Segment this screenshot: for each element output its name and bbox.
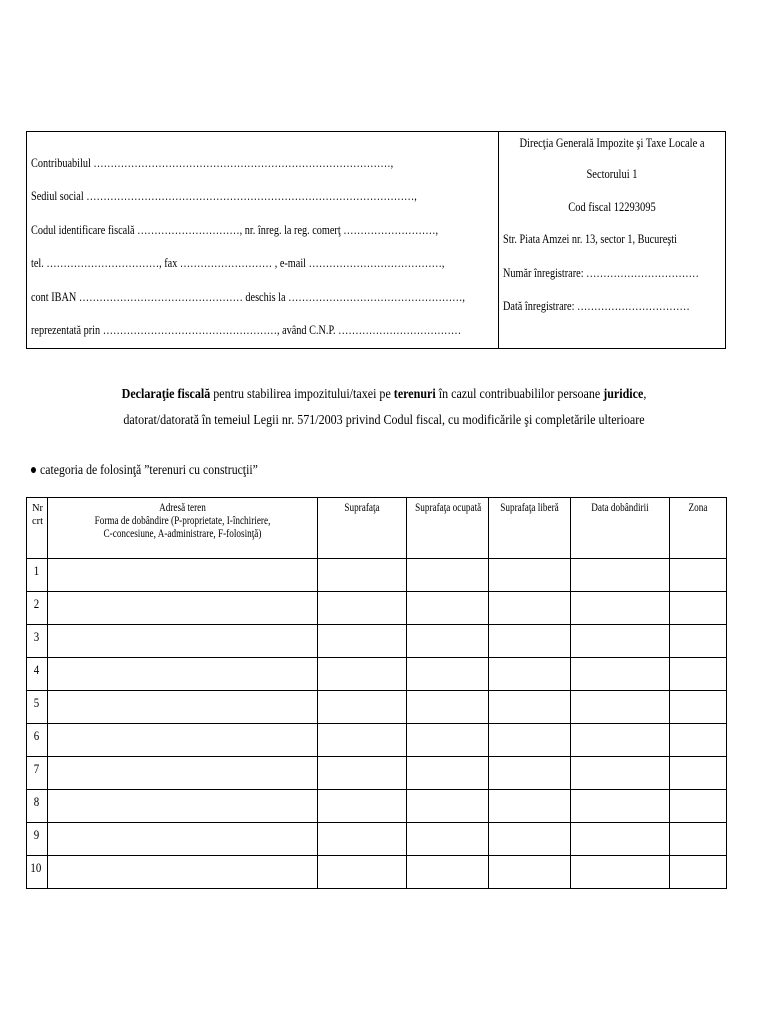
free-area-cell[interactable] [489, 625, 571, 658]
representative-field[interactable]: reprezentată prin ……………………………………………, având C.N.P. ……………………………… [31, 323, 462, 337]
area-cell[interactable] [318, 856, 407, 889]
free-area-cell[interactable] [489, 724, 571, 757]
table-row [27, 724, 727, 757]
land-category-label: ● categoria de folosinţă ”terenuri cu construcţii” [30, 463, 258, 478]
taxpayer-name-field[interactable]: Contribuabilul ……………………………………………………………………………, [31, 156, 394, 170]
area-cell[interactable] [318, 559, 407, 592]
document-title [54, 386, 714, 404]
area-cell[interactable] [318, 592, 407, 625]
institution-name-line2: Sectorului 1 [586, 167, 638, 181]
area-cell[interactable] [318, 691, 407, 724]
zone-cell[interactable] [670, 592, 727, 625]
land-address-cell[interactable] [48, 724, 318, 757]
header-nr-crt: Nr crt [27, 498, 48, 559]
zone-cell[interactable] [670, 757, 727, 790]
zone-cell[interactable] [670, 691, 727, 724]
acquisition-date-cell[interactable] [571, 856, 670, 889]
free-area-cell[interactable] [489, 691, 571, 724]
title-text-1: pentru stabilirea impozitului/taxei pe [210, 387, 394, 402]
free-area-cell[interactable] [489, 757, 571, 790]
row-number: 2 [27, 592, 48, 625]
row-number: 9 [27, 823, 48, 856]
header-acquisition-date: Data dobândirii [571, 498, 670, 559]
free-area-cell[interactable] [489, 823, 571, 856]
land-address-cell[interactable] [48, 658, 318, 691]
registration-number-field[interactable]: Număr înregistrare: …………………………… [503, 266, 699, 280]
occupied-area-cell[interactable] [407, 658, 489, 691]
fiscal-code-field[interactable]: Codul identificare fiscală …………………………, nr. înreg. la reg. comerţ ………………………, [31, 223, 439, 237]
free-area-cell[interactable] [489, 592, 571, 625]
title-text-2: în cazul contribuabililor persoane [435, 387, 604, 402]
contact-field[interactable]: tel. ……………………………, fax ……………………… , e-mail …………………………………, [31, 256, 445, 270]
land-address-cell[interactable] [48, 856, 318, 889]
area-cell[interactable] [318, 658, 407, 691]
occupied-area-cell[interactable] [407, 790, 489, 823]
institution-name-line1: Direcţia Generală Impozite şi Taxe Locale a [519, 136, 705, 150]
taxpayer-info [27, 132, 499, 348]
zone-cell[interactable] [670, 625, 727, 658]
zone-cell[interactable] [670, 790, 727, 823]
table-row [27, 757, 727, 790]
land-address-cell[interactable] [48, 757, 318, 790]
area-cell[interactable] [318, 757, 407, 790]
row-number: 7 [27, 757, 48, 790]
title-bold-declaration: Declaraţie fiscală [121, 387, 211, 402]
table-header-row [27, 498, 727, 559]
row-number: 4 [27, 658, 48, 691]
zone-cell[interactable] [670, 823, 727, 856]
title-bold-land: terenuri [393, 387, 436, 402]
zone-cell[interactable] [670, 658, 727, 691]
zone-cell[interactable] [670, 559, 727, 592]
header-box [26, 131, 726, 349]
land-address-cell[interactable] [48, 823, 318, 856]
row-number: 5 [27, 691, 48, 724]
land-address-cell[interactable] [48, 790, 318, 823]
document-subtitle: datorat/datorată în temeiul Legii nr. 571/2003 privind Codul fiscal, cu modificările şi completările ulterioare [123, 413, 645, 428]
zone-cell[interactable] [670, 724, 727, 757]
table-row [27, 790, 727, 823]
acquisition-date-cell[interactable] [571, 691, 670, 724]
occupied-area-cell[interactable] [407, 559, 489, 592]
header-zone: Zona [670, 498, 727, 559]
land-address-cell[interactable] [48, 559, 318, 592]
occupied-area-cell[interactable] [407, 856, 489, 889]
zone-cell[interactable] [670, 856, 727, 889]
acquisition-date-cell[interactable] [571, 724, 670, 757]
header-land-address: Adresă teren Forma de dobândire (P-proprietate, I-închiriere, C-concesiune, A-administrare, F-folosinţă) [48, 498, 318, 559]
occupied-area-cell[interactable] [407, 823, 489, 856]
area-cell[interactable] [318, 823, 407, 856]
occupied-area-cell[interactable] [407, 691, 489, 724]
land-address-cell[interactable] [48, 691, 318, 724]
acquisition-date-cell[interactable] [571, 559, 670, 592]
table-row [27, 559, 727, 592]
table-row [27, 625, 727, 658]
registration-date-field[interactable]: Dată înregistrare: …………………………… [503, 299, 690, 313]
row-number: 10 [27, 856, 48, 889]
acquisition-date-cell[interactable] [571, 658, 670, 691]
occupied-area-cell[interactable] [407, 724, 489, 757]
title-text-3: , [643, 387, 647, 402]
land-address-cell[interactable] [48, 592, 318, 625]
acquisition-date-cell[interactable] [571, 790, 670, 823]
iban-field[interactable]: cont IBAN ………………………………………… deschis la ……………………………………………, [31, 290, 465, 304]
land-table [26, 497, 727, 889]
title-bold-legal: juridice [603, 387, 644, 402]
occupied-area-cell[interactable] [407, 757, 489, 790]
table-row [27, 592, 727, 625]
institution-fiscal-code: Cod fiscal 12293095 [568, 200, 656, 214]
acquisition-date-cell[interactable] [571, 592, 670, 625]
acquisition-date-cell[interactable] [571, 625, 670, 658]
row-number: 3 [27, 625, 48, 658]
registered-office-field[interactable]: Sediul social ……………………………………………………………………………………, [31, 189, 417, 203]
free-area-cell[interactable] [489, 856, 571, 889]
header-occupied-area: Suprafaţa ocupată [407, 498, 489, 559]
free-area-cell[interactable] [489, 658, 571, 691]
row-number: 1 [27, 559, 48, 592]
row-number: 8 [27, 790, 48, 823]
area-cell[interactable] [318, 724, 407, 757]
area-cell[interactable] [318, 625, 407, 658]
free-area-cell[interactable] [489, 790, 571, 823]
occupied-area-cell[interactable] [407, 625, 489, 658]
header-free-area: Suprafaţa liberă [489, 498, 571, 559]
acquisition-date-cell[interactable] [571, 823, 670, 856]
institution-info [499, 132, 725, 348]
table-row [27, 856, 727, 889]
header-area: Suprafaţa [318, 498, 407, 559]
free-area-cell[interactable] [489, 559, 571, 592]
acquisition-date-cell[interactable] [571, 757, 670, 790]
table-row [27, 823, 727, 856]
land-address-cell[interactable] [48, 625, 318, 658]
occupied-area-cell[interactable] [407, 592, 489, 625]
area-cell[interactable] [318, 790, 407, 823]
table-row [27, 691, 727, 724]
institution-address: Str. Piata Amzei nr. 13, sector 1, Bucureşti [503, 232, 677, 246]
table-row [27, 658, 727, 691]
row-number: 6 [27, 724, 48, 757]
